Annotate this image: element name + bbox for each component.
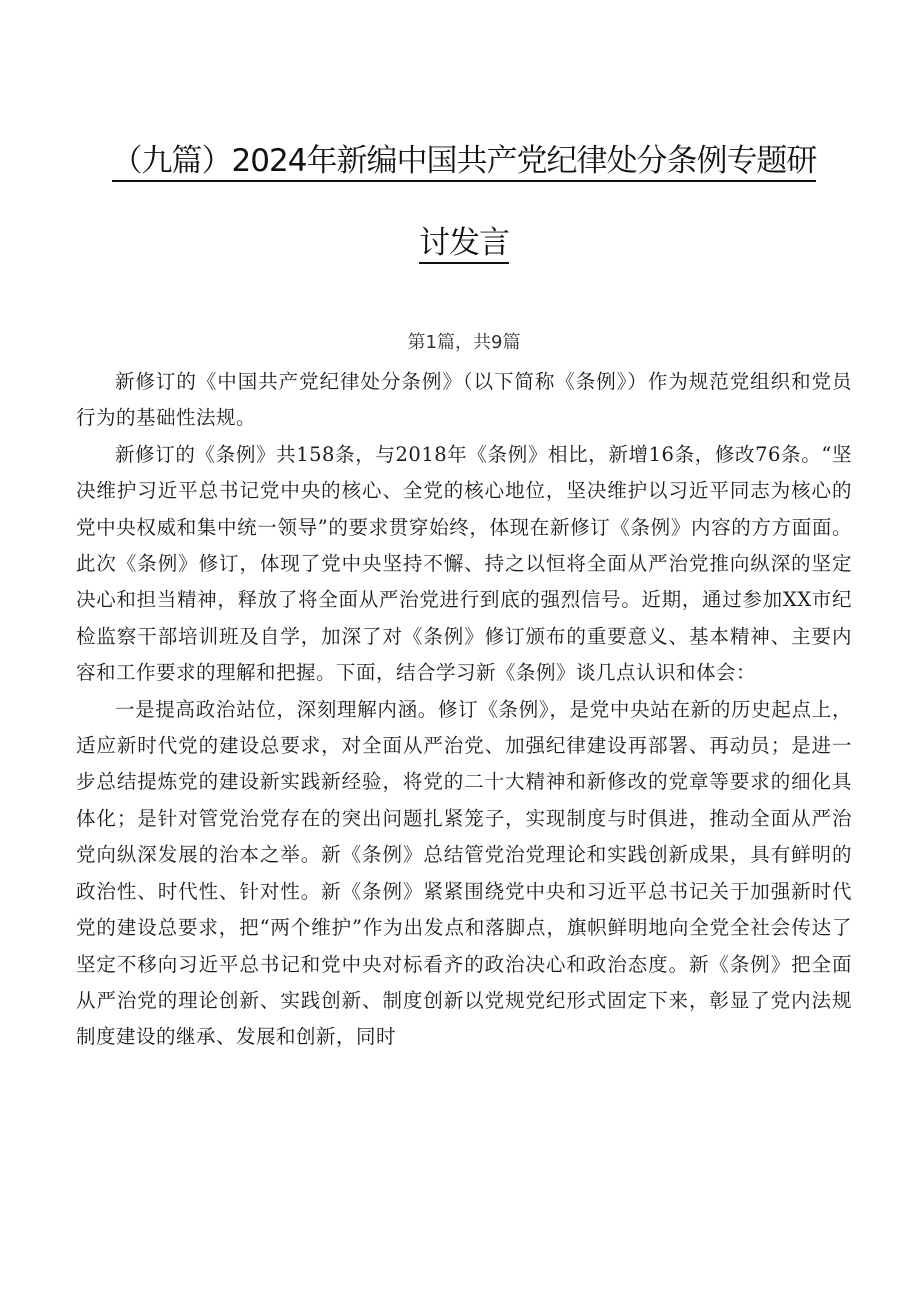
document-title-line-2 (76, 225, 852, 261)
title-line-2-text: 讨发言 (419, 225, 509, 264)
document-body (76, 364, 852, 1056)
title-line-1-text: （九篇）2024年新编中国共产党纪律处分条例专题研 (112, 143, 817, 182)
paragraph-2: 新修订的《条例》共158条，与2018年《条例》相比，新增16条，修改76条。“坚决维护习近平总书记党中央的核心、全党的核心地位，坚决维护以习近平同志为核心的党中央权威和集中统一领导”的要求贯穿始终，体现在新修订《条例》内容的方方面面。此次《条例》修订，体现了党中央坚持不懈、持之以恒将全面从严治党推向纵深的坚定决心和担当精神，释放了将全面从严治党进行到底的强烈信号。近期，通过参加XX市纪检监察干部培训班及自学，加深了对《条例》修订颁布的重要意义、基本精神、主要内容和工作要求的理解和把握。下面，结合学习新《条例》谈几点认识和体会： (76, 442, 852, 685)
paragraph-1: 新修订的《中国共产党纪律处分条例》（以下简称《条例》）作为规范党组织和党员行为的基础性法规。 (76, 370, 852, 430)
section-label: 第1篇，共9篇 (407, 332, 521, 353)
document-title-line-1 (76, 143, 852, 179)
paragraph-3: 一是提高政治站位，深刻理解内涵。修订《条例》，是党中央站在新的历史起点上，适应新时代党的建设总要求，对全面从严治党、加强纪律建设再部署、再动员；是进一步总结提炼党的建设新实践新经验，将党的二十大精神和新修改的党章等要求的细化具体化；是针对管党治党存在的突出问题扎紧笼子，实现制度与时俱进，推动全面从严治党向纵深发展的治本之举。新《条例》总结管党治党理论和实践创新成果，具有鲜明的政治性、时代性、针对性。新《条例》紧紧围绕党中央和习近平总书记关于加强新时代党的建设总要求，把“两个维护”作为出发点和落脚点，旗帜鲜明地向全党全社会传达了坚定不移向习近平总书记和党中央对标看齐的政治决心和政治态度。新《条例》把全面从严治党的理论创新、实践创新、制度创新以党规党纪形式固定下来，彰显了党内法规制度建设的继承、发展和创新，同时 (76, 697, 852, 1049)
